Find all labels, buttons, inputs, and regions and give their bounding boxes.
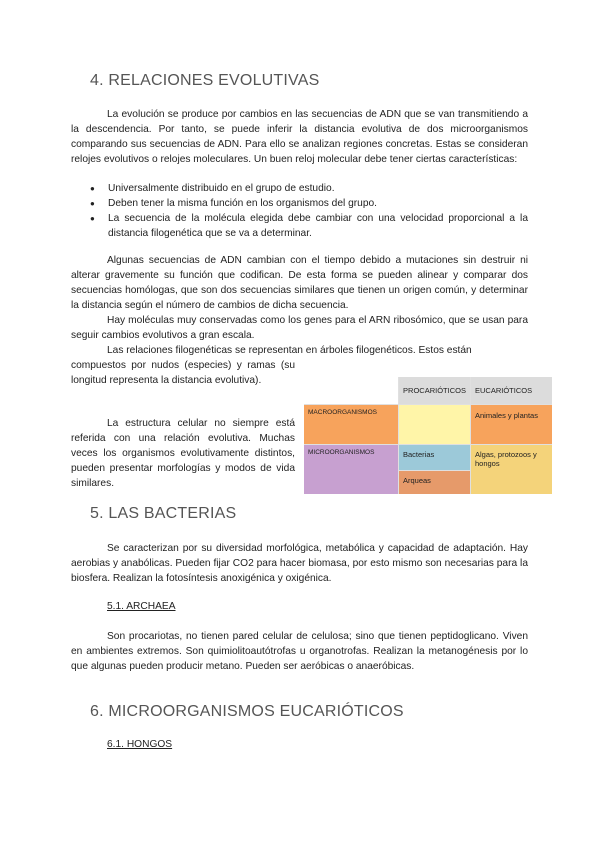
organism-classification-table (304, 377, 552, 494)
list-item: ● Universalmente distribuido en el grupo de estudio. (86, 181, 528, 196)
section-4-paragraph-3: Hay moléculas muy conservadas como los genes para el ARN ribosómico, que se usan para seguir cambios evolutivos a gran escala. (71, 315, 528, 341)
list-item: ● La secuencia de la molécula elegida debe cambiar con una velocidad proporcional a la distancia filogenética que se va a determinar. (86, 211, 528, 241)
table-macro-eucariotic: Animales y plantas (471, 405, 552, 444)
table-header-procariotic: PROCARIÓTICOS (399, 377, 470, 404)
table-arqueas: Arqueas (399, 471, 470, 494)
section-4-paragraph-2: Algunas secuencias de ADN cambian con el tiempo debido a mutaciones sin destruir ni alterar gravemente su función que codifican. De esta forma se pueden alinear y comparar dos secuencias homólogas, que son dos secuencias similares que tienen un origen común, y determinar la distancia según el número de cambios de dicha secuencia. (71, 255, 528, 311)
table-row-macro-label: MACROORGANISMOS (304, 405, 398, 444)
section-4-paragraph-5: La estructura celular no siempre está referida con una relación evolutiva. Muchas veces los organismos evolutivamente distintos, pueden presentar morfologías y modos de vida similares. (71, 418, 295, 489)
section-4-paragraph-4-end: compuestos por nudos (especies) y ramas (su longitud representa la distancia evolutiva). (71, 360, 295, 386)
table-header-eucariotic: EUCARIÓTICOS (471, 377, 552, 404)
section-4-paragraph-1: La evolución se produce por cambios en las secuencias de ADN que se van transmitiendo a la descendencia. Por tanto, se puede inferir la distancia evolutiva de dos microorganismos comparando sus secuencias de ADN. Para ello se analizan regiones concretas. Estas se consideran relojes evolutivos o relojes moleculares. Un buen reloj molecular debe tener ciertas características: (71, 109, 528, 165)
section-5-1-heading: 5.1. ARCHAEA (107, 601, 176, 612)
section-5-paragraph-1: Se caracterizan por su diversidad morfológica, metabólica y capacidad de adaptación. Hay aerobias y anabólicas. Pueden fijar CO2 para hacer biomasa, por esto mismo son necesarias para la biosfera. Realizan la fotosíntesis anoxigénica y oxigénica. (71, 543, 528, 584)
section-4-paragraph-4-start: Las relaciones filogenéticas se representan en árboles filogenéticos. Estos están (107, 345, 472, 356)
section-5-heading: 5. LAS BACTERIAS (90, 505, 237, 522)
list-item: ● Deben tener la misma función en los organismos del grupo. (86, 196, 528, 211)
section-6-1-heading: 6.1. HONGOS (107, 739, 173, 750)
section-4-heading: 4. RELACIONES EVOLUTIVAS (90, 72, 320, 89)
section-5-1-paragraph: Son procariotas, no tienen pared celular de celulosa; sino que tienen peptidoglicano. Viven en ambientes extremos. Son quimiolitoautótrofas u organotrofas. Realizan la metanogénesis por lo que algunas pueden producir metano. Pueden ser aeróbicas o anaeróbicas. (71, 631, 528, 672)
table-bacterias: Bacterias (399, 445, 470, 470)
table-corner (304, 377, 398, 404)
table-row-micro-label: MICROORGANISMOS (304, 445, 398, 494)
table-micro-eucariotic: Algas, protozoos y hongos (471, 445, 552, 494)
table-macro-procariotic (399, 405, 470, 444)
clock-criteria-list (86, 181, 528, 241)
section-6-heading: 6. MICROORGANISMOS EUCARIÓTICOS (90, 703, 404, 720)
